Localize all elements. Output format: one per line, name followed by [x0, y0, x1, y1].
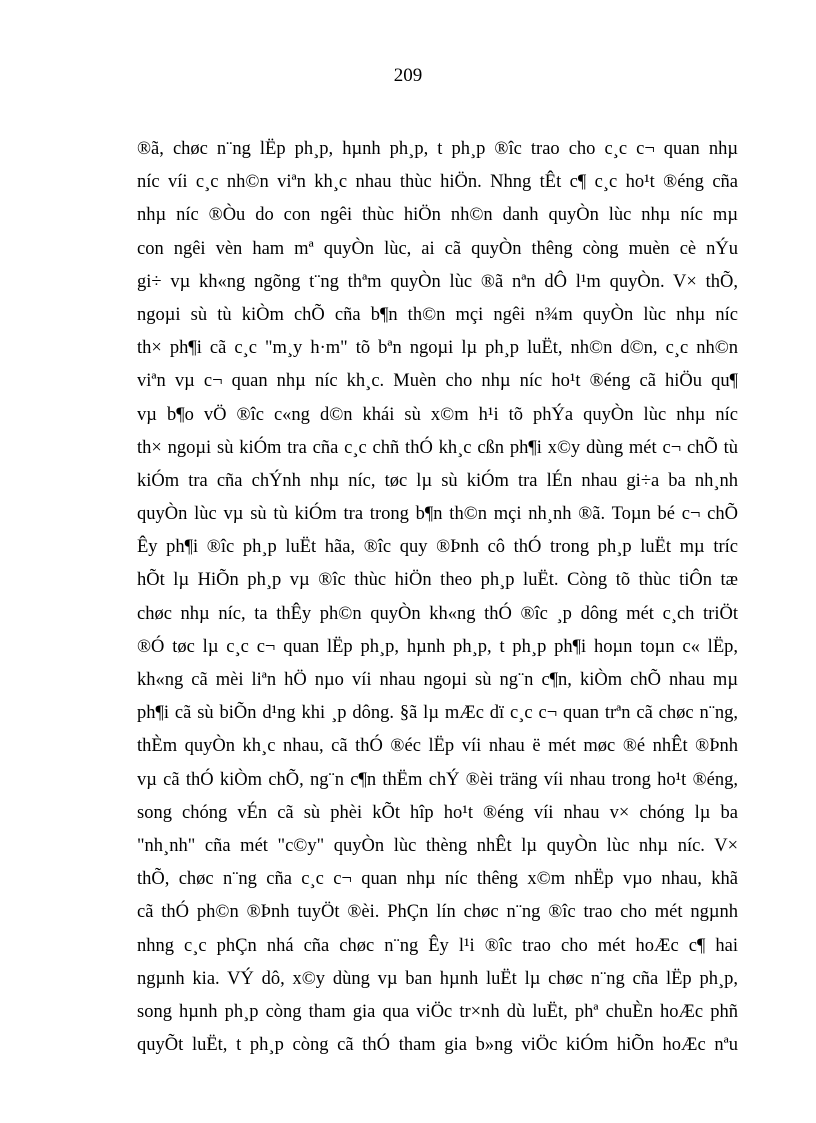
text-line: th× ph¶i cã c¸c "m¸y h·m" tõ bªn ngoµi lµ ph¸p luËt, nh©n d©n, c¸c nh©n: [137, 338, 738, 359]
text-line: thÕ, chøc n¨ng cña c¸c c¬ quan nhµ níc thêng x©m nhËp vµo nhau, khã: [137, 869, 738, 890]
text-line: kh«ng cã mèi liªn hÖ nµo víi nhau ngoµi sù ng¨n c¶n, kiÒm chÕ nhau mµ: [137, 670, 738, 690]
text-line: ph¶i cã sù biÕn d¹ng khi ¸p dông. §ã lµ mÆc dï c¸c c¬ quan trªn cã chøc n¨ng,: [137, 703, 738, 724]
text-line: Êy ph¶i ®îc ph¸p luËt hãa, ®îc quy ®Þnh cô thÓ trong ph¸p luËt mµ tríc: [137, 537, 738, 558]
text-line: nhng c¸c phÇn nhá cña chøc n¨ng Êy l¹i ®îc trao cho mét hoÆc c¶ hai: [137, 935, 738, 956]
text-line: song hµnh ph¸p còng tham gia qua viÖc tr×nh dù luËt, phª chuÈn hoÆc phñ: [137, 1001, 738, 1022]
page-number: 209: [393, 65, 423, 86]
text-line: ngµnh kia. VÝ dô, x©y dùng vµ ban hµnh luËt lµ chøc n¨ng cña lËp ph¸p,: [137, 968, 738, 989]
text-line: quyÒn lùc vµ sù tù kiÓm tra trong b¶n th©n mçi nh¸nh ®ã. Toµn bé c¬ chÕ: [137, 504, 738, 525]
text-line: viªn vµ c¬ quan nhµ níc kh¸c. Muèn cho nhµ níc ho¹t ®éng cã hiÖu qu¶: [137, 371, 738, 392]
text-line: ®Ó tøc lµ c¸c c¬ quan lËp ph¸p, hµnh ph¸p, t ph¸p ph¶i hoµn toµn c« lËp,: [137, 636, 738, 657]
text-line: thÈm quyÒn kh¸c nhau, cã thÓ ®éc lËp víi nhau ë mét møc ®é nhÊt ®Þnh: [137, 736, 738, 757]
text-line: "nh¸nh" cña mét "c©y" quyÒn lùc thèng nhÊt lµ quyÒn lùc nhµ níc. V×: [137, 835, 738, 856]
text-line: ngoµi sù tù kiÒm chÕ cña b¶n th©n mçi ngêi n¾m quyÒn lùc nhµ níc: [137, 304, 738, 325]
text-line: cã thÓ ph©n ®Þnh tuyÖt ®èi. PhÇn lín chøc n¨ng ®îc trao cho mét ngµnh: [137, 902, 738, 923]
text-line: nhµ níc ®Òu do con ngêi thùc hiÖn nh©n danh quyÒn lùc nhµ níc mµ: [137, 205, 738, 226]
body-text: [137, 133, 738, 1062]
text-line: níc víi c¸c nh©n viªn kh¸c nhau thùc hiÖn. Nhng tÊt c¶ c¸c ho¹t ®éng cña: [137, 172, 738, 193]
text-line: vµ cã thÓ kiÒm chÕ, ng¨n c¶n thËm chÝ ®èi träng víi nhau trong ho¹t ®éng,: [137, 769, 738, 790]
text-line: vµ b¶o vÖ ®îc c«ng d©n khái sù x©m h¹i tõ phÝa quyÒn lùc nhµ níc: [137, 404, 738, 425]
text-line: hÕt lµ HiÕn ph¸p vµ ®îc thùc hiÖn theo ph¸p luËt. Còng tõ thùc tiÔn tæ: [137, 570, 738, 591]
text-line: th× ngoµi sù kiÓm tra cña c¸c chñ thÓ kh¸c cßn ph¶i x©y dùng mét c¬ chÕ tù: [137, 437, 738, 458]
text-line: con ngêi vèn ham mª quyÒn lùc, ai cã quyÒn thêng còng muèn cè nÝu: [137, 238, 738, 259]
text-line: song chóng vÉn cã sù phèi kÕt hîp ho¹t ®éng víi nhau v× chóng lµ ba: [137, 802, 738, 823]
text-line: quyÕt luËt, t ph¸p còng cã thÓ tham gia b»ng viÖc kiÓm hiÕn hoÆc nªu: [137, 1035, 738, 1056]
text-line: chøc nhµ níc, ta thÊy ph©n quyÒn kh«ng thÓ ®îc ¸p dông mét c¸ch triÖt: [137, 603, 738, 624]
text-line: kiÓm tra cña chÝnh nhµ níc, tøc lµ sù kiÓm tra lÉn nhau gi÷a ba nh¸nh: [137, 470, 738, 491]
text-line: gi÷ vµ kh«ng ngõng t¨ng thªm quyÒn lùc ®ã nªn dÔ l¹m quyÒn. V× thÕ,: [137, 271, 738, 292]
text-line: ®ã, chøc n¨ng lËp ph¸p, hµnh ph¸p, t ph¸p ®îc trao cho c¸c c¬ quan nhµ: [137, 139, 738, 159]
